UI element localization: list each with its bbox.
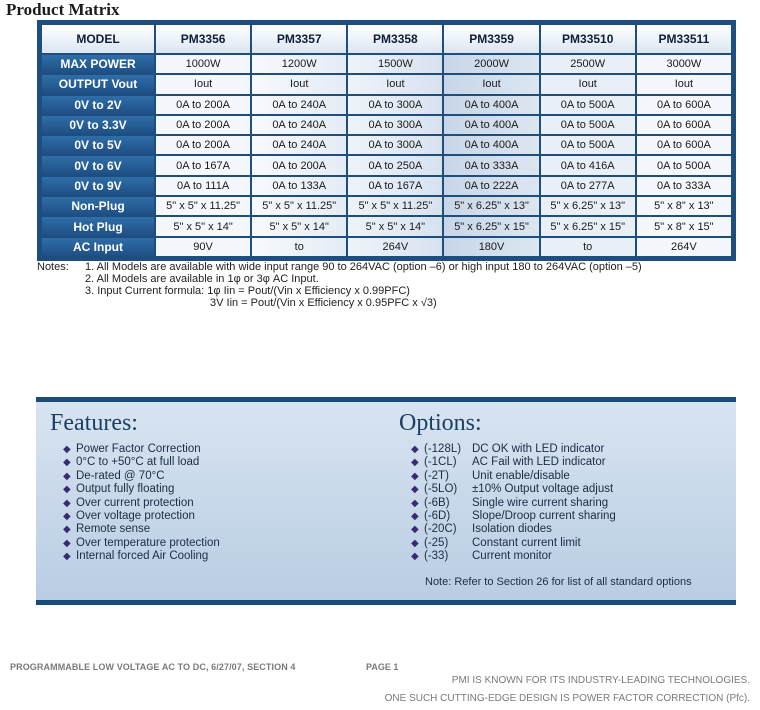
matrix-header-row [42, 25, 731, 53]
table-cell: 0A to 167A [348, 177, 442, 195]
table-cell: 5" x 6.25" x 13" [541, 197, 635, 215]
table-cell: 5" x 5" x 11.25" [252, 197, 346, 215]
note-item: 2. All Models are available in 1φ or 3φ AC Input. [85, 273, 319, 285]
table-cell: 1000W [156, 55, 250, 73]
option-description: Slope/Droop current sharing [472, 510, 616, 523]
page-title: Product Matrix [6, 0, 120, 19]
table-cell: 180V [444, 238, 538, 256]
feature-text: Over temperature protection [76, 536, 220, 549]
header-cell: MODEL [42, 25, 154, 53]
matrix-row [42, 197, 731, 215]
table-cell: 0A to 240A [252, 96, 346, 114]
footer-tagline-2: ONE SUCH CUTTING-EDGE DESIGN IS POWER FACTOR CORRECTION (Pfc). [384, 693, 750, 704]
table-cell: 0A to 250A [348, 156, 442, 174]
table-cell: 5" x 5" x 14" [156, 217, 250, 235]
option-item [409, 497, 616, 510]
feature-item [61, 510, 220, 523]
diamond-bullet-icon: ◆ [63, 524, 71, 536]
table-cell: 0A to 277A [541, 177, 635, 195]
option-item [409, 537, 616, 550]
table-cell: Iout [637, 75, 731, 93]
feature-item [61, 523, 220, 536]
diamond-bullet-icon: ◆ [411, 537, 419, 549]
table-cell: 0A to 111A [156, 177, 250, 195]
row-header-cell: 0V to 3.3V [42, 116, 154, 134]
option-description: Current monitor [472, 550, 552, 563]
header-cell: PM3357 [252, 25, 346, 53]
note-item: 1. All Models are available with wide input range 90 to 264VAC (option –6) or high input 180 to 264VAC (option –5) [85, 261, 642, 273]
option-code: (-2T) [424, 469, 449, 482]
table-cell: 0A to 200A [156, 116, 250, 134]
table-cell: 0A to 200A [156, 96, 250, 114]
matrix-body [42, 55, 731, 256]
features-options-panel [36, 397, 736, 605]
feature-text: Over voltage protection [76, 510, 195, 523]
diamond-bullet-icon: ◆ [63, 551, 71, 563]
option-code: (-128L) [424, 443, 462, 455]
row-header-cell: MAX POWER [42, 55, 154, 73]
diamond-bullet-icon: ◆ [411, 470, 419, 482]
diamond-bullet-icon: ◆ [411, 511, 419, 523]
table-cell: 0A to 400A [444, 96, 538, 114]
table-cell: 5" x 5" x 14" [252, 217, 346, 235]
table-cell: 1200W [252, 55, 346, 73]
feature-item [61, 550, 220, 563]
table-cell: 0A to 200A [156, 136, 250, 154]
row-header-cell: 0V to 6V [42, 156, 154, 174]
option-code: (-6B) [424, 496, 450, 509]
matrix-row [42, 136, 731, 154]
feature-item [61, 497, 220, 510]
matrix-grid [40, 23, 733, 258]
table-cell: 5" x 6.25" x 15" [444, 217, 538, 235]
diamond-bullet-icon: ◆ [63, 457, 71, 469]
table-cell: 90V [156, 238, 250, 256]
notes-label: Notes: [37, 261, 69, 273]
row-header-cell: 0V to 9V [42, 177, 154, 195]
product-matrix-table [37, 20, 736, 261]
table-cell: to [252, 238, 346, 256]
matrix-row [42, 156, 731, 174]
table-cell: 0A to 500A [541, 116, 635, 134]
note-item: 3. Input Current formula: 1φ Iin = Pout/(Vin x Efficiency x 0.99PFC) [85, 285, 410, 297]
feature-item [61, 537, 220, 550]
table-cell: 0A to 300A [348, 136, 442, 154]
table-cell: 0A to 600A [637, 136, 731, 154]
table-cell: 0A to 500A [541, 136, 635, 154]
matrix-row [42, 55, 731, 73]
option-item [409, 483, 616, 496]
table-cell: 5" x 5" x 11.25" [348, 197, 442, 215]
table-cell: 264V [348, 238, 442, 256]
table-cell: 0A to 133A [252, 177, 346, 195]
table-cell: 0A to 500A [637, 156, 731, 174]
option-item [409, 523, 616, 536]
diamond-bullet-icon: ◆ [63, 497, 71, 509]
table-cell: 0A to 300A [348, 116, 442, 134]
feature-item [61, 443, 220, 456]
footer-page-number: PAGE 1 [366, 662, 399, 672]
table-cell: 0A to 167A [156, 156, 250, 174]
option-description: Single wire current sharing [472, 496, 609, 509]
matrix-row [42, 177, 731, 195]
table-cell: 0A to 240A [252, 116, 346, 134]
option-code: (-5LO) [424, 483, 458, 496]
table-cell: 264V [637, 238, 731, 256]
row-header-cell: Non-Plug [42, 197, 154, 215]
features-list [61, 443, 220, 564]
table-cell: 3000W [637, 55, 731, 73]
table-cell: Iout [541, 75, 635, 93]
table-cell: 0A to 500A [541, 96, 635, 114]
option-code: (-20C) [424, 523, 457, 536]
option-description: Unit enable/disable [472, 469, 570, 482]
feature-item [61, 483, 220, 496]
note-item: 3V Iin = Pout/(Vin x Efficiency x 0.95PFC x √3) [210, 297, 437, 309]
feature-text: Output fully floating [76, 483, 175, 496]
table-cell: 5" x 6.25" x 15" [541, 217, 635, 235]
row-header-cell: 0V to 2V [42, 96, 154, 114]
option-code: (-33) [424, 550, 449, 563]
feature-text: Power Factor Correction [76, 443, 201, 455]
option-description: Constant current limit [472, 536, 581, 549]
options-list [409, 443, 616, 564]
option-item [409, 510, 616, 523]
table-cell: 5" x 8" x 15" [637, 217, 731, 235]
diamond-bullet-icon: ◆ [63, 537, 71, 549]
diamond-bullet-icon: ◆ [411, 444, 419, 455]
table-cell: 0A to 400A [444, 136, 538, 154]
table-cell: 2000W [444, 55, 538, 73]
diamond-bullet-icon: ◆ [63, 444, 71, 455]
option-code: (-25) [424, 536, 449, 549]
matrix-row [42, 75, 731, 93]
table-cell: 0A to 600A [637, 96, 731, 114]
header-cell: PM33510 [541, 25, 635, 53]
option-item [409, 550, 616, 563]
table-cell: 0A to 600A [637, 116, 731, 134]
header-cell: PM3359 [444, 25, 538, 53]
table-cell: 0A to 416A [541, 156, 635, 174]
option-code: (-1CL) [424, 456, 457, 469]
feature-text: Over current protection [76, 496, 194, 509]
option-item [409, 456, 616, 469]
table-cell: Iout [252, 75, 346, 93]
feature-text: 0°C to +50°C at full load [76, 456, 200, 469]
diamond-bullet-icon: ◆ [411, 551, 419, 563]
footer-tagline-1: PMI IS KNOWN FOR ITS INDUSTRY-LEADING TECHNOLOGIES. [451, 675, 750, 686]
table-cell: 0A to 240A [252, 136, 346, 154]
feature-text: Internal forced Air Cooling [76, 550, 209, 563]
header-cell: PM33511 [637, 25, 731, 53]
option-item [409, 470, 616, 483]
table-cell: 2500W [541, 55, 635, 73]
diamond-bullet-icon: ◆ [411, 497, 419, 509]
row-header-cell: OUTPUT Vout [42, 75, 154, 93]
table-cell: 5" x 8" x 13" [637, 197, 731, 215]
diamond-bullet-icon: ◆ [63, 484, 71, 496]
header-cell: PM3356 [156, 25, 250, 53]
table-cell: 1500W [348, 55, 442, 73]
table-cell: 0A to 300A [348, 96, 442, 114]
matrix-row [42, 96, 731, 114]
diamond-bullet-icon: ◆ [63, 511, 71, 523]
table-cell: Iout [444, 75, 538, 93]
option-description: Isolation diodes [472, 523, 552, 536]
feature-text: Remote sense [76, 523, 151, 536]
option-code: (-6D) [424, 510, 451, 523]
table-cell: 5" x 5" x 14" [348, 217, 442, 235]
option-description: DC OK with LED indicator [472, 443, 605, 455]
feature-item [61, 470, 220, 483]
table-cell: 0A to 333A [637, 177, 731, 195]
matrix-row [42, 116, 731, 134]
table-cell: Iout [348, 75, 442, 93]
options-note: Note: Refer to Section 26 for list of all standard options [425, 576, 692, 588]
option-item [409, 443, 616, 456]
table-cell: Iout [156, 75, 250, 93]
row-header-cell: AC Input [42, 238, 154, 256]
matrix-row [42, 238, 731, 256]
options-heading: Options: [399, 410, 482, 436]
table-cell: 0A to 222A [444, 177, 538, 195]
matrix-row [42, 217, 731, 235]
diamond-bullet-icon: ◆ [411, 484, 419, 496]
table-cell: to [541, 238, 635, 256]
option-description: ±10% Output voltage adjust [472, 483, 614, 496]
table-cell: 0A to 400A [444, 116, 538, 134]
table-cell: 5" x 6.25" x 13" [444, 197, 538, 215]
row-header-cell: Hot Plug [42, 217, 154, 235]
diamond-bullet-icon: ◆ [63, 470, 71, 482]
footer-section-label: PROGRAMMABLE LOW VOLTAGE AC TO DC, 6/27/07, SECTION 4 [10, 662, 296, 672]
feature-item [61, 456, 220, 469]
diamond-bullet-icon: ◆ [411, 457, 419, 469]
row-header-cell: 0V to 5V [42, 136, 154, 154]
header-cell: PM3358 [348, 25, 442, 53]
table-cell: 0A to 333A [444, 156, 538, 174]
table-cell: 0A to 200A [252, 156, 346, 174]
feature-text: De-rated @ 70°C [76, 469, 165, 482]
table-cell: 5" x 5" x 11.25" [156, 197, 250, 215]
diamond-bullet-icon: ◆ [411, 524, 419, 536]
option-description: AC Fail with LED indicator [472, 456, 606, 469]
features-heading: Features: [50, 410, 138, 436]
